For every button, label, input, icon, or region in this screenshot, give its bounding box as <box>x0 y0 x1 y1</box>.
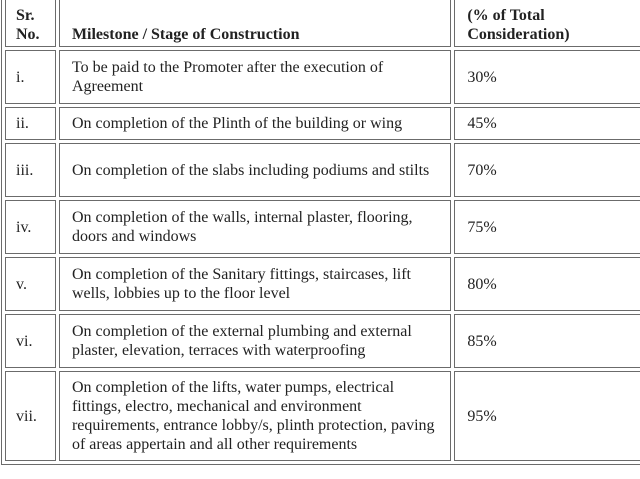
row-milestone: On completion of the slabs including podiums and stilts <box>59 143 451 197</box>
row-number: iv. <box>5 200 56 254</box>
table-row <box>5 50 640 104</box>
row-number: iii. <box>5 143 56 197</box>
row-milestone: On completion of the lifts, water pumps, electrical fittings, electro, mechanical and environment requirements, entrance lobby/s, plinth protection, paving of areas appertain and all other requirements <box>59 371 451 461</box>
header-milestone: Milestone / Stage of Construction <box>59 0 451 47</box>
header-percent: (% of Total Consideration) <box>454 0 640 47</box>
row-milestone: To be paid to the Promoter after the execution of Agreement <box>59 50 451 104</box>
row-number: i. <box>5 50 56 104</box>
table-row <box>5 143 640 197</box>
row-percent: 45% <box>454 107 640 140</box>
table-row <box>5 257 640 311</box>
row-number: vii. <box>5 371 56 461</box>
payment-schedule-table <box>1 0 640 465</box>
row-milestone: On completion of the Sanitary fittings, staircases, lift wells, lobbies up to the floor level <box>59 257 451 311</box>
table-row <box>5 107 640 140</box>
row-percent: 80% <box>454 257 640 311</box>
row-percent: 85% <box>454 314 640 368</box>
row-milestone: On completion of the walls, internal plaster, flooring, doors and windows <box>59 200 451 254</box>
row-percent: 75% <box>454 200 640 254</box>
header-sr-no: Sr. No. <box>5 0 56 47</box>
row-number: ii. <box>5 107 56 140</box>
row-percent: 30% <box>454 50 640 104</box>
table-header-row <box>5 0 640 47</box>
row-number: v. <box>5 257 56 311</box>
row-milestone: On completion of the external plumbing and external plaster, elevation, terraces with waterproofing <box>59 314 451 368</box>
row-milestone: On completion of the Plinth of the building or wing <box>59 107 451 140</box>
table-row <box>5 200 640 254</box>
row-percent: 95% <box>454 371 640 461</box>
row-percent: 70% <box>454 143 640 197</box>
row-number: vi. <box>5 314 56 368</box>
table-row <box>5 314 640 368</box>
table-row <box>5 371 640 461</box>
